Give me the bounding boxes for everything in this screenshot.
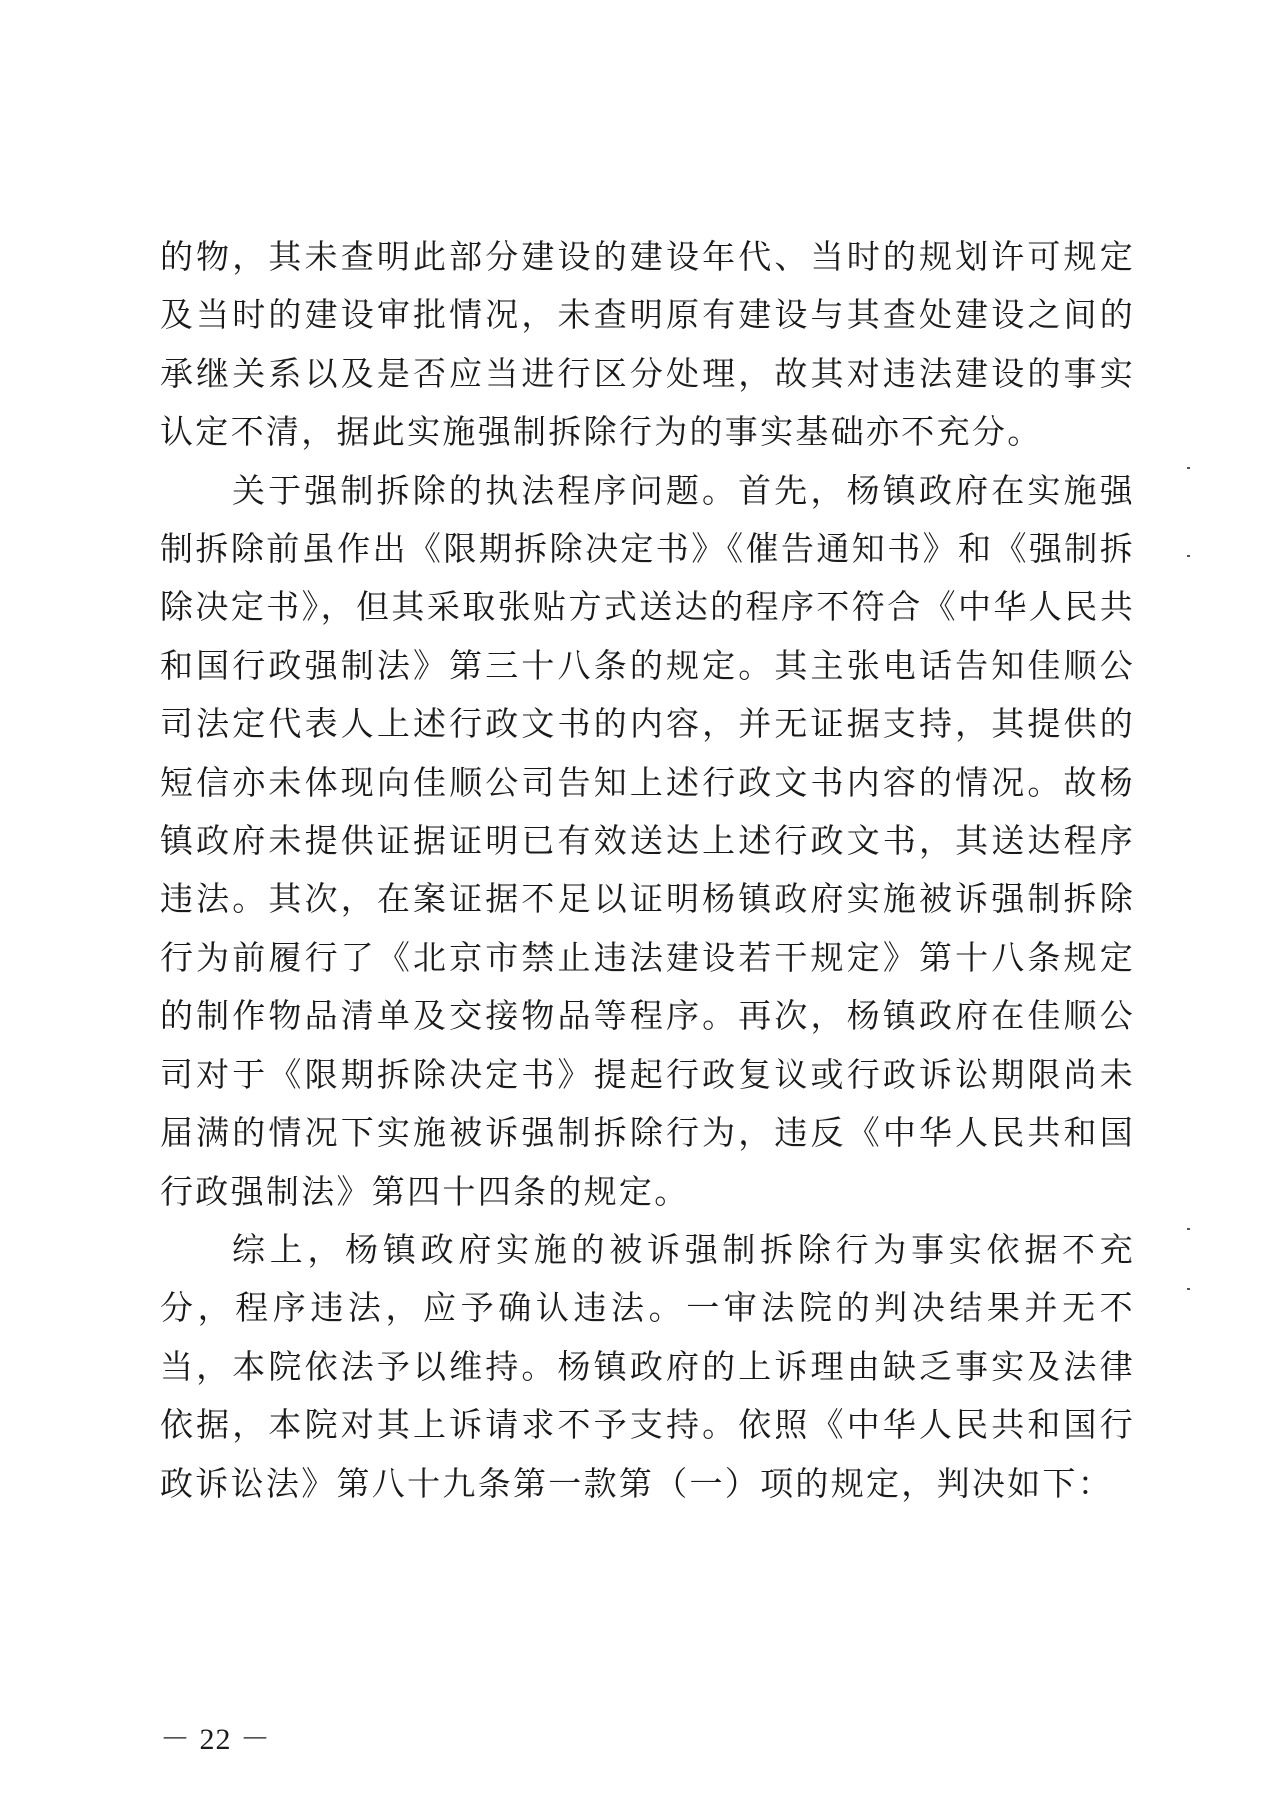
paragraph-procedure: 关于强制拆除的执法程序问题。首先，杨镇政府在实施强制拆除前虽作出《限期拆除决定书》《催告通知书》和《强制拆除决定书》，但其采取张贴方式送达的程序不符合《中华人民共和国行政强制法》第三十八条的规定。其主张电话告知佳顺公司法定代表人上述行政文书的内容，并无证据支持，其提供的短信亦未体现向佳顺公司告知上述行政文书内容的情况。故杨镇政府未提供证据证明已有效送达上述行政文书，其送达程序违法。其次，在案证据不足以证明杨镇政府实施被诉强制拆除行为前履行了《北京市禁止违法建设若干规定》第十八条规定的制作物品清单及交接物品等程序。再次，杨镇政府在佳顺公司对于《限期拆除决定书》提起行政复议或行政诉讼期限尚未届满的情况下实施被诉强制拆除行为，违反《中华人民共和国行政强制法》第四十四条的规定。 xyxy=(160,470,1135,1211)
paragraph-conclusion: 综上，杨镇政府实施的被诉强制拆除行为事实依据不充分，程序违法，应予确认违法。一审法院的判决结果并无不当，本院依法予以维持。杨镇政府的上诉理由缺乏事实及法律依据，本院对其上诉请求不予支持。依照《中华人民共和国行政诉讼法》第八十九条第一款第（一）项的规定，判决如下： xyxy=(160,1229,1135,1503)
scan-mark xyxy=(1187,1288,1190,1290)
document-body xyxy=(160,228,1135,1513)
scan-mark xyxy=(1187,1228,1190,1230)
page-number: － 22 － xyxy=(160,1723,271,1756)
scan-mark xyxy=(1187,555,1190,557)
scan-mark xyxy=(1187,467,1190,469)
paragraph-continuation: 的物，其未查明此部分建设的建设年代、当时的规划许可规定及当时的建设审批情况，未查明原有建设与其查处建设之间的承继关系以及是否应当进行区分处理，故其对违法建设的事实认定不清，据此实施强制拆除行为的事实基础亦不充分。 xyxy=(160,237,1135,452)
